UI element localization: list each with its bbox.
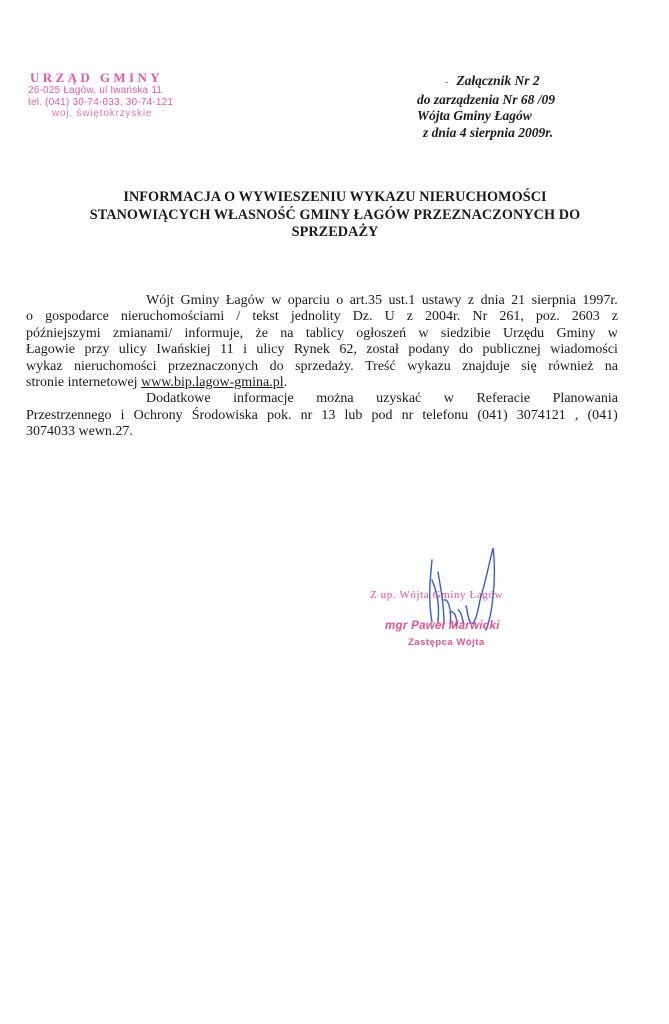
body-word: Nr: [472, 309, 488, 325]
body-word: art.35: [349, 293, 382, 308]
body-word: również: [548, 358, 594, 374]
body-word: do: [269, 358, 284, 374]
body-word: nr: [300, 407, 313, 423]
attachment-header: [417, 73, 617, 141]
body-word: podany: [408, 342, 450, 358]
stamp-title: URZĄD GMINY: [30, 70, 164, 85]
body-word: Dz.: [352, 309, 373, 325]
body-word: Gminy: [180, 293, 220, 308]
body-word: 13: [321, 407, 336, 423]
body-word: Iwańskiej: [156, 342, 211, 358]
body-word: na: [604, 358, 618, 374]
body-word: Urzędu: [502, 325, 545, 341]
body-word: (041): [587, 407, 618, 423]
signature-on-behalf: Z up. Wójta Gminy Łagów: [370, 589, 504, 601]
body-line: [26, 424, 618, 440]
body-word: ustawy: [421, 293, 462, 308]
stamp-address: 26-025 Łagów, ul Iwańska 11: [28, 85, 163, 96]
body-word: z: [406, 309, 413, 325]
body-word: nr: [401, 407, 414, 423]
body-word: z: [467, 293, 475, 308]
title-line-1: INFORMACJA O WYWIESZENIU WYKAZU NIERUCHOMOŚCI: [123, 189, 547, 205]
body-word: Ochrony: [133, 407, 183, 423]
body-word: pod: [371, 407, 393, 423]
document-title: [40, 189, 630, 242]
body-word: 62,: [339, 342, 357, 358]
body-word: Planowania: [552, 391, 618, 407]
body-word: został: [366, 342, 399, 358]
body-word: 1997r.: [582, 293, 618, 308]
body-word: informacje: [233, 391, 294, 407]
body-word: wykazu: [407, 358, 451, 374]
body-word: w: [271, 293, 282, 308]
body-word: ulicy: [118, 342, 147, 358]
body-word: sierpnia: [531, 293, 576, 308]
website-link[interactable]: www.bip.lagow-gmina.pl: [141, 375, 284, 391]
body-word: wiadomości: [550, 342, 618, 358]
body-word: w: [443, 391, 454, 407]
body-word: sprzedaży.: [295, 358, 354, 374]
body-word: wykaz: [26, 358, 63, 374]
title-line-3: SPRZEDAŻY: [291, 224, 379, 240]
body-word: oparciu: [287, 293, 330, 308]
body-word: o: [336, 293, 344, 308]
signatory-name: mgr Paweł Marwicki: [385, 620, 500, 632]
signature-block: [340, 540, 560, 660]
body-word: o: [26, 309, 33, 325]
dash-mark: -: [445, 77, 449, 88]
body-word: 3074121: [516, 407, 566, 423]
body-word: lub: [344, 407, 363, 423]
body-word: Łagowie: [26, 342, 75, 358]
body-text: .: [283, 375, 288, 391]
body-word: się: [521, 358, 537, 374]
body-word: 2004r.: [425, 309, 461, 325]
body-word: dnia: [480, 293, 505, 308]
body-word: do: [459, 342, 474, 358]
body-word: ust.1: [388, 293, 416, 308]
body-word: późniejszymi: [26, 325, 101, 341]
body-word: Gminy: [556, 325, 596, 341]
body-word: uzyskać: [376, 391, 422, 407]
body-word: Środowiska: [191, 407, 258, 423]
body-word: 261,: [499, 309, 524, 325]
body-line: [26, 375, 618, 391]
body-word: można: [316, 391, 354, 407]
body-word: ulicy: [256, 342, 285, 358]
body-word: Rynek: [293, 342, 330, 358]
body-line: [26, 309, 618, 325]
body-word: U: [384, 309, 395, 325]
body-word: telefonu: [422, 407, 469, 423]
body-word: nieruchomościami: [120, 309, 225, 325]
body-word: Referacie: [476, 391, 531, 407]
body-word: tekst: [252, 309, 279, 325]
document-body: [26, 293, 618, 441]
body-word: i: [243, 342, 247, 358]
body-word: pok.: [266, 407, 292, 423]
body-word: Treść: [365, 358, 396, 374]
body-word: przeznaczonych: [167, 358, 259, 374]
body-word: przy: [84, 342, 110, 358]
signatory-role: Zastępca Wójta: [408, 637, 485, 648]
attachment-ordinance: do zarządzenia Nr 68 /09: [417, 91, 556, 107]
attachment-number: Załącznik Nr 2: [456, 73, 540, 88]
body-text: 3074033 wewn.27.: [26, 424, 133, 440]
office-stamp: [28, 70, 228, 120]
body-word: informuje,: [184, 325, 244, 341]
body-word: Przestrzennego: [26, 407, 112, 423]
body-word: z: [611, 309, 618, 325]
body-word: publicznej: [482, 342, 541, 358]
body-word: gospodarce: [45, 309, 109, 325]
body-line: [26, 326, 618, 342]
body-line: [26, 391, 618, 407]
stamp-region: woj. świętokrzyskie: [52, 108, 153, 119]
body-word: jednolity: [290, 309, 341, 325]
body-word: poz.: [535, 309, 560, 325]
body-word: Wójt: [146, 293, 174, 308]
body-word: Dodatkowe: [146, 391, 211, 407]
body-word: w: [607, 325, 618, 341]
body-word: w: [418, 325, 429, 341]
title-line-2: STANOWIĄCYCH WŁASNOŚĆ GMINY ŁAGÓW PRZEZNACZONYCH DO: [89, 206, 581, 223]
body-word: nieruchomości: [74, 358, 157, 374]
body-word: 2603: [571, 309, 600, 325]
body-word: ogłoszeń: [356, 325, 407, 341]
body-text: stronie internetowej: [26, 375, 142, 391]
body-word: ,: [574, 407, 579, 423]
attachment-date: z dnia 4 sierpnia 2009r.: [423, 124, 554, 140]
body-word: że: [255, 325, 268, 341]
body-word: i: [120, 407, 125, 423]
body-word: tablicy: [305, 325, 344, 341]
body-word: Łagów: [225, 293, 265, 308]
body-word: zmianami/: [113, 325, 173, 341]
body-line: [26, 293, 618, 309]
attachment-issuer: Wójta Gminy Łagów: [417, 108, 532, 123]
body-line: [26, 408, 618, 424]
body-word: /: [236, 309, 241, 325]
body-line: [26, 359, 618, 375]
body-word: 21: [511, 293, 526, 308]
body-word: siedzibie: [440, 325, 491, 341]
body-word: na: [280, 325, 294, 341]
body-word: 11: [220, 342, 234, 358]
body-word: (041): [477, 407, 508, 423]
body-word: znajduje: [462, 358, 510, 374]
body-line: [26, 342, 618, 358]
stamp-phone: tel. (041) 30-74-033, 30-74-121: [28, 96, 174, 108]
